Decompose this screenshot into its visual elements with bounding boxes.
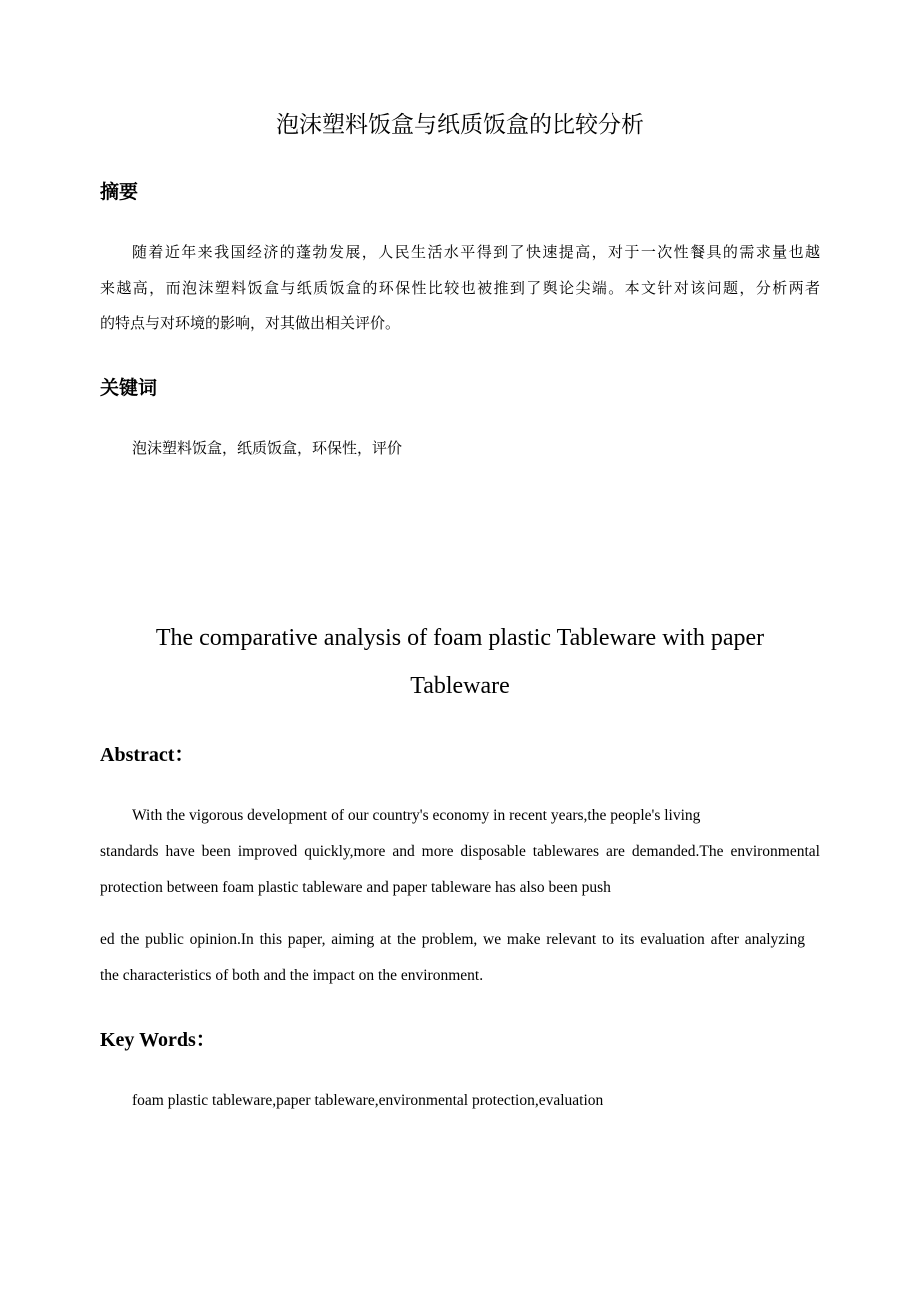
english-abstract-line: ed the public opinion.In this paper, aiming at the problem, we make relevant to its evaluation after analyzing: [100, 931, 805, 948]
english-abstract-heading: Abstract：: [100, 744, 195, 766]
english-title-line: The comparative analysis of foam plastic Tableware with paper: [155, 625, 765, 651]
english-keywords: foam plastic tableware,paper tableware,environmental protection,evaluation: [132, 1092, 604, 1109]
chinese-abstract-line: 的特点与对环境的影响，对其做出相关评价。: [100, 316, 401, 332]
chinese-keywords-heading: 关键词: [100, 377, 158, 399]
chinese-abstract-heading: 摘要: [100, 181, 139, 203]
english-title-line: Tableware: [410, 673, 510, 699]
english-abstract-line: With the vigorous development of our country's economy in recent years,the people's living: [132, 807, 701, 824]
chinese-title: 泡沫塑料饭盒与纸质饭盒的比较分析: [276, 112, 644, 137]
chinese-keywords: 泡沫塑料饭盒，纸质饭盒，环保性，评价: [132, 441, 403, 457]
english-abstract-line: the characteristics of both and the impact on the environment.: [100, 967, 484, 984]
chinese-abstract-line: 随着近年来我国经济的蓬勃发展，人民生活水平得到了快速提高，对于一次性餐具的需求量也越: [132, 245, 820, 261]
english-abstract-line: protection between foam plastic tableware and paper tableware has also been push: [100, 879, 611, 896]
english-keywords-heading: Key Words：: [100, 1029, 216, 1051]
chinese-abstract-line: 来越高，而泡沫塑料饭盒与纸质饭盒的环保性比较也被推到了舆论尖端。本文针对该问题，分析两者: [100, 281, 820, 297]
english-abstract-line: standards have been improved quickly,more and more disposable tablewares are demanded.The environmental: [100, 843, 820, 860]
